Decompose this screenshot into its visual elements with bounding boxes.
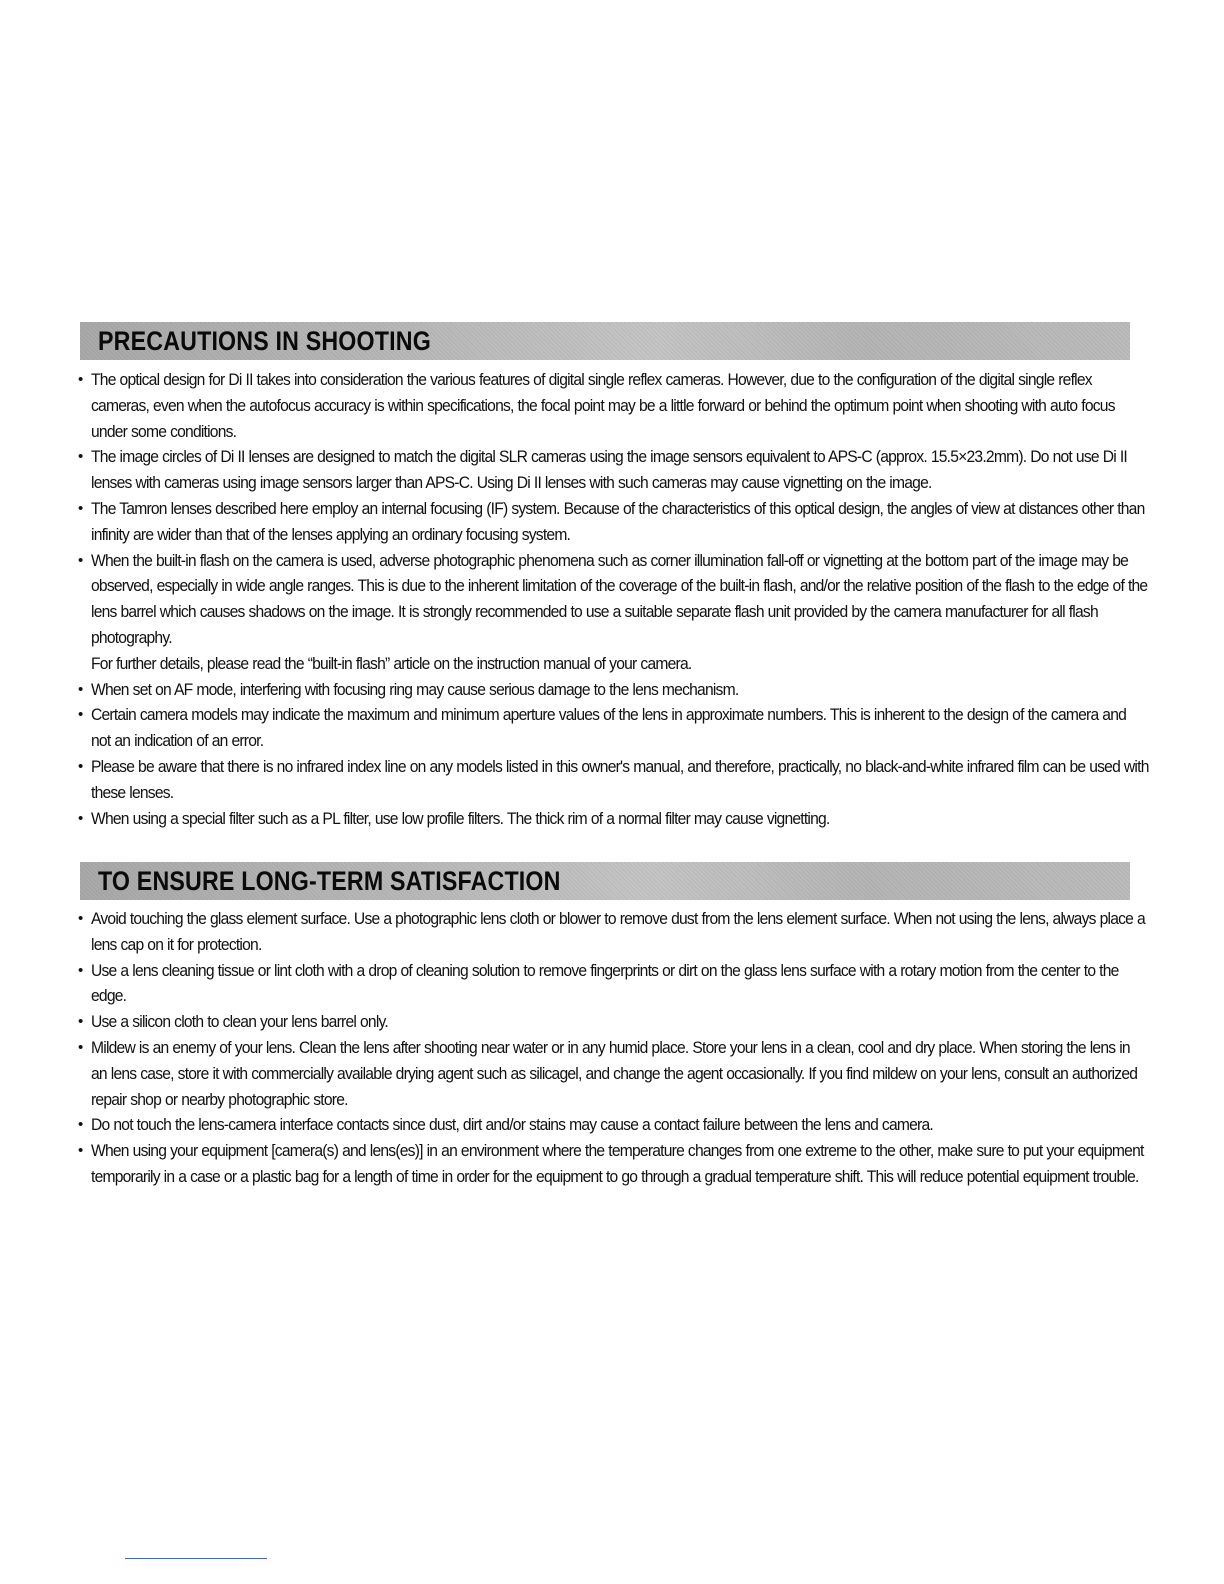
bullet-icon: • bbox=[78, 910, 84, 927]
satisfaction-list bbox=[78, 906, 1150, 1190]
list-item-text: The Tamron lenses described here employ an internal focusing (IF) system. Because of the characteristics of this optical design, the angles of view at distances other than infinity are wider than that of the lenses applying an ordinary focusing system. bbox=[91, 498, 1145, 544]
list-item bbox=[78, 444, 1150, 496]
list-item-text: Mildew is an enemy of your lens. Clean the lens after shooting near water or in any humid place. Store your lens in a clean, cool and dry place. When storing the lens in an lens case, store it with commercially available drying agent such as silicagel, and change the agent occasionally. If you find mildew on your lens, consult an authorized repair shop or nearby photographic store. bbox=[91, 1037, 1138, 1109]
list-item bbox=[78, 548, 1150, 677]
list-item-text: When set on AF mode, interfering with focusing ring may cause serious damage to the lens mechanism. bbox=[91, 679, 739, 699]
list-item-text: When using your equipment [camera(s) and lens(es)] in an environment where the temperature changes from one extreme to the other, make sure to put your equipment temporarily in a case or a plastic bag for a length of time in order for the equipment to go through a gradual temperature shift. This will reduce potential equipment trouble. bbox=[91, 1141, 1144, 1186]
flash-note: For further details, please read the “built-in flash” article on the instruction manual of your camera. bbox=[91, 653, 692, 673]
list-item bbox=[78, 1112, 1150, 1138]
bullet-icon: • bbox=[78, 757, 84, 775]
list-item-text: Do not touch the lens-camera interface contacts since dust, dirt and/or stains may cause a contact failure between the lens and camera. bbox=[91, 1115, 933, 1135]
bullet-icon: • bbox=[78, 1013, 84, 1031]
bullet-icon: • bbox=[78, 706, 84, 724]
bullet-icon: • bbox=[78, 961, 84, 979]
bullet-icon: • bbox=[78, 1142, 84, 1160]
list-item bbox=[78, 496, 1150, 548]
bullet-icon: • bbox=[78, 1116, 84, 1134]
list-item bbox=[78, 1138, 1150, 1190]
bullet-icon: • bbox=[78, 1038, 84, 1056]
list-item bbox=[78, 367, 1150, 444]
list-item-text: Use a lens cleaning tissue or lint cloth with a drop of cleaning solution to remove fingerprints or dirt on the glass lens surface with a rotary motion from the center to the edge. bbox=[91, 960, 1119, 1006]
flash-paragraph: When the built-in flash on the camera is used, adverse photographic phenomena such as corner illumination fall-off or vignetting at the bottom part of the image may be observed, especially in wide angle ranges. This is due to the inherent limitation of the coverage of the built-in flash, and/or the relative position of the flash to the edge of the lens barrel which causes shadows on the image. It is strongly recommended to use a suitable separate flash unit provided by the camera manufacturer for all flash photography. bbox=[91, 550, 1148, 647]
bullet-icon: • bbox=[78, 680, 84, 698]
list-item bbox=[78, 906, 1150, 958]
list-item bbox=[78, 1035, 1150, 1112]
precautions-list bbox=[78, 367, 1150, 831]
list-item bbox=[78, 806, 1150, 832]
list-item-text: When using a special filter such as a PL filter, use low profile filters. The thick rim of a normal filter may cause vignetting. bbox=[91, 808, 830, 828]
bullet-icon: • bbox=[78, 551, 84, 569]
list-item-text bbox=[91, 548, 1149, 677]
list-item bbox=[78, 677, 1150, 703]
list-item bbox=[78, 1009, 1150, 1035]
list-item-text: Certain camera models may indicate the maximum and minimum aperture values of the lens in approximate numbers. This is inherent to the design of the camera and not an indication of an error. bbox=[91, 705, 1127, 751]
satisfaction-banner bbox=[80, 862, 1130, 900]
bullet-icon: • bbox=[78, 371, 84, 388]
list-item bbox=[78, 754, 1150, 806]
list-item-text: Use a silicon cloth to clean your lens barrel only. bbox=[91, 1012, 388, 1032]
satisfaction-heading: TO ENSURE LONG-TERM SATISFACTION bbox=[98, 866, 561, 896]
precautions-banner bbox=[80, 322, 1130, 360]
footer-rule bbox=[125, 1558, 267, 1559]
list-item-text: Avoid touching the glass element surface. Use a photographic lens cloth or blower to remove dust from the lens element surface. When not using the lens, always place a lens cap on it for protection. bbox=[91, 909, 1145, 954]
bullet-icon: • bbox=[78, 448, 84, 466]
precautions-heading: PRECAUTIONS IN SHOOTING bbox=[98, 326, 431, 356]
list-item-text: Please be aware that there is no infrared index line on any models listed in this owner's manual, and therefore, practically, no black-and-white infrared film can be used with these lenses. bbox=[91, 756, 1149, 802]
bullet-icon: • bbox=[78, 809, 84, 827]
list-item-text: The optical design for Di II takes into consideration the various features of digital single reflex cameras. However, due to the configuration of the digital single reflex cameras, even when the autofocus accuracy is within specifications, the focal point may be a little forward or behind the optimum point when shooting with auto focus under some conditions. bbox=[91, 370, 1115, 441]
list-item-text: The image circles of Di II lenses are designed to match the digital SLR cameras using the image sensors equivalent to APS-C (approx. 15.5×23.2mm). Do not use Di II lenses with cameras using image sensors larger than APS-C. Using Di II lenses with such cameras may cause vignetting on the image. bbox=[91, 447, 1127, 493]
list-item bbox=[78, 958, 1150, 1010]
list-item bbox=[78, 702, 1150, 754]
bullet-icon: • bbox=[78, 499, 84, 517]
